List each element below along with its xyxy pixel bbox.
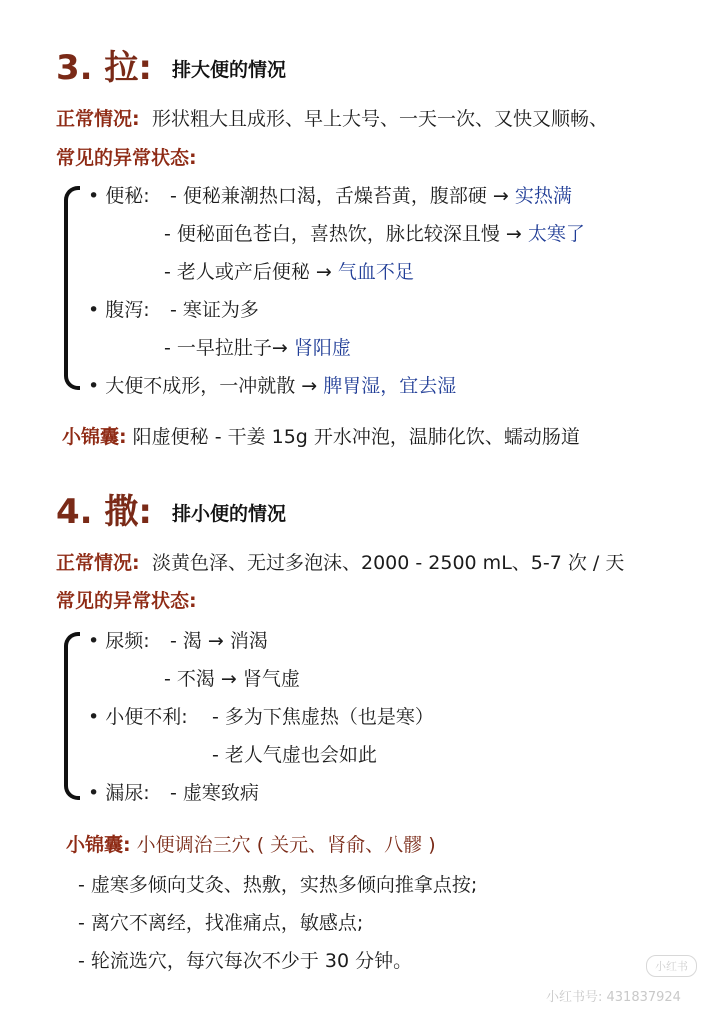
- section3-normal-text: 形状粗大且成形、早上大号、一天一次、又快又顺畅、: [152, 108, 609, 130]
- section3-number: 3. 拉:: [56, 48, 153, 88]
- constipation-item-1-text: - 便秘兼潮热口渴，舌燥苔黄，腹部硬 →: [170, 185, 509, 207]
- section4-number: 4. 撒:: [56, 492, 153, 532]
- section4-tip-line-2: - 离穴不离经，找准痛点，敏感点;: [78, 912, 364, 934]
- constipation-item-1: [170, 181, 572, 208]
- frequent-urination-label: • 尿频:: [88, 630, 150, 652]
- incontinence-item-1: - 虚寒致病: [170, 782, 259, 804]
- incontinence-label: • 漏尿:: [88, 782, 150, 804]
- section4-abnormal-label: 常见的异常状态:: [56, 590, 197, 612]
- frequent-urination-item-2: - 不渴 → 肾气虚: [164, 668, 300, 690]
- section4-normal-text: 淡黄色泽、无过多泡沫、2000 - 2500 mL、5-7 次 / 天: [152, 552, 625, 574]
- constipation-item-3-result: 气血不足: [337, 261, 414, 283]
- constipation-item-3-text: - 老人或产后便秘 →: [164, 261, 332, 283]
- loose-stool-text: • 大便不成形，一冲就散 →: [88, 375, 318, 397]
- diarrhea-label: • 腹泻:: [88, 299, 150, 321]
- section3-abnormal-label: 常见的异常状态:: [56, 147, 197, 169]
- diarrhea-item-2-text: - 一早拉肚子→: [164, 337, 288, 359]
- constipation-item-2: [164, 219, 585, 246]
- section4-tip-line-1: - 虚寒多倾向艾灸、热敷，实热多倾向推拿点按;: [78, 874, 478, 896]
- frequent-urination-item-1: - 渴 → 消渴: [170, 630, 268, 652]
- watermark-id: 小红书号: 431837924: [546, 990, 681, 1005]
- section3-subtitle: 排大便的情况: [172, 59, 287, 81]
- section4-tip-text: 小便调治三穴 ( 关元、肾俞、八髎 ): [136, 834, 436, 856]
- section3-tip-label: 小锦囊:: [62, 426, 127, 448]
- constipation-item-2-result: 太寒了: [527, 223, 585, 245]
- difficult-urination-label: • 小便不利:: [88, 706, 188, 728]
- constipation-item-1-result: 实热满: [514, 185, 572, 207]
- section4-subtitle: 排小便的情况: [172, 503, 287, 525]
- difficult-urination-item-2: - 老人气虚也会如此: [212, 744, 377, 766]
- diarrhea-item-1: - 寒证为多: [170, 299, 259, 321]
- constipation-label: • 便秘:: [88, 185, 150, 207]
- section4-brace: [64, 632, 80, 800]
- section4-normal-label: 正常情况:: [56, 552, 140, 574]
- difficult-urination-item-1: - 多为下焦虚热（也是寒）: [212, 706, 434, 728]
- section4-tip: [66, 830, 436, 857]
- loose-stool-item: [88, 371, 456, 398]
- section3-tip: [62, 422, 580, 449]
- constipation-item-3: [164, 257, 414, 284]
- section4-tip-line-3: - 轮流选穴，每穴每次不少于 30 分钟。: [78, 950, 413, 972]
- diarrhea-item-2-result: 肾阳虚: [293, 337, 351, 359]
- watermark-logo: 小红书: [646, 955, 697, 977]
- constipation-item-2-text: - 便秘面色苍白，喜热饮，脉比较深且慢 →: [164, 223, 522, 245]
- section3-brace: [64, 186, 80, 390]
- diarrhea-item-2: [164, 333, 351, 360]
- section4-tip-label: 小锦囊:: [66, 834, 131, 856]
- section3-tip-text: 阳虚便秘 - 干姜 15g 开水冲泡，温肺化饮、蠕动肠道: [132, 426, 580, 448]
- loose-stool-result: 脾胃湿，宜去湿: [323, 375, 457, 397]
- section3-normal-label: 正常情况:: [56, 108, 140, 130]
